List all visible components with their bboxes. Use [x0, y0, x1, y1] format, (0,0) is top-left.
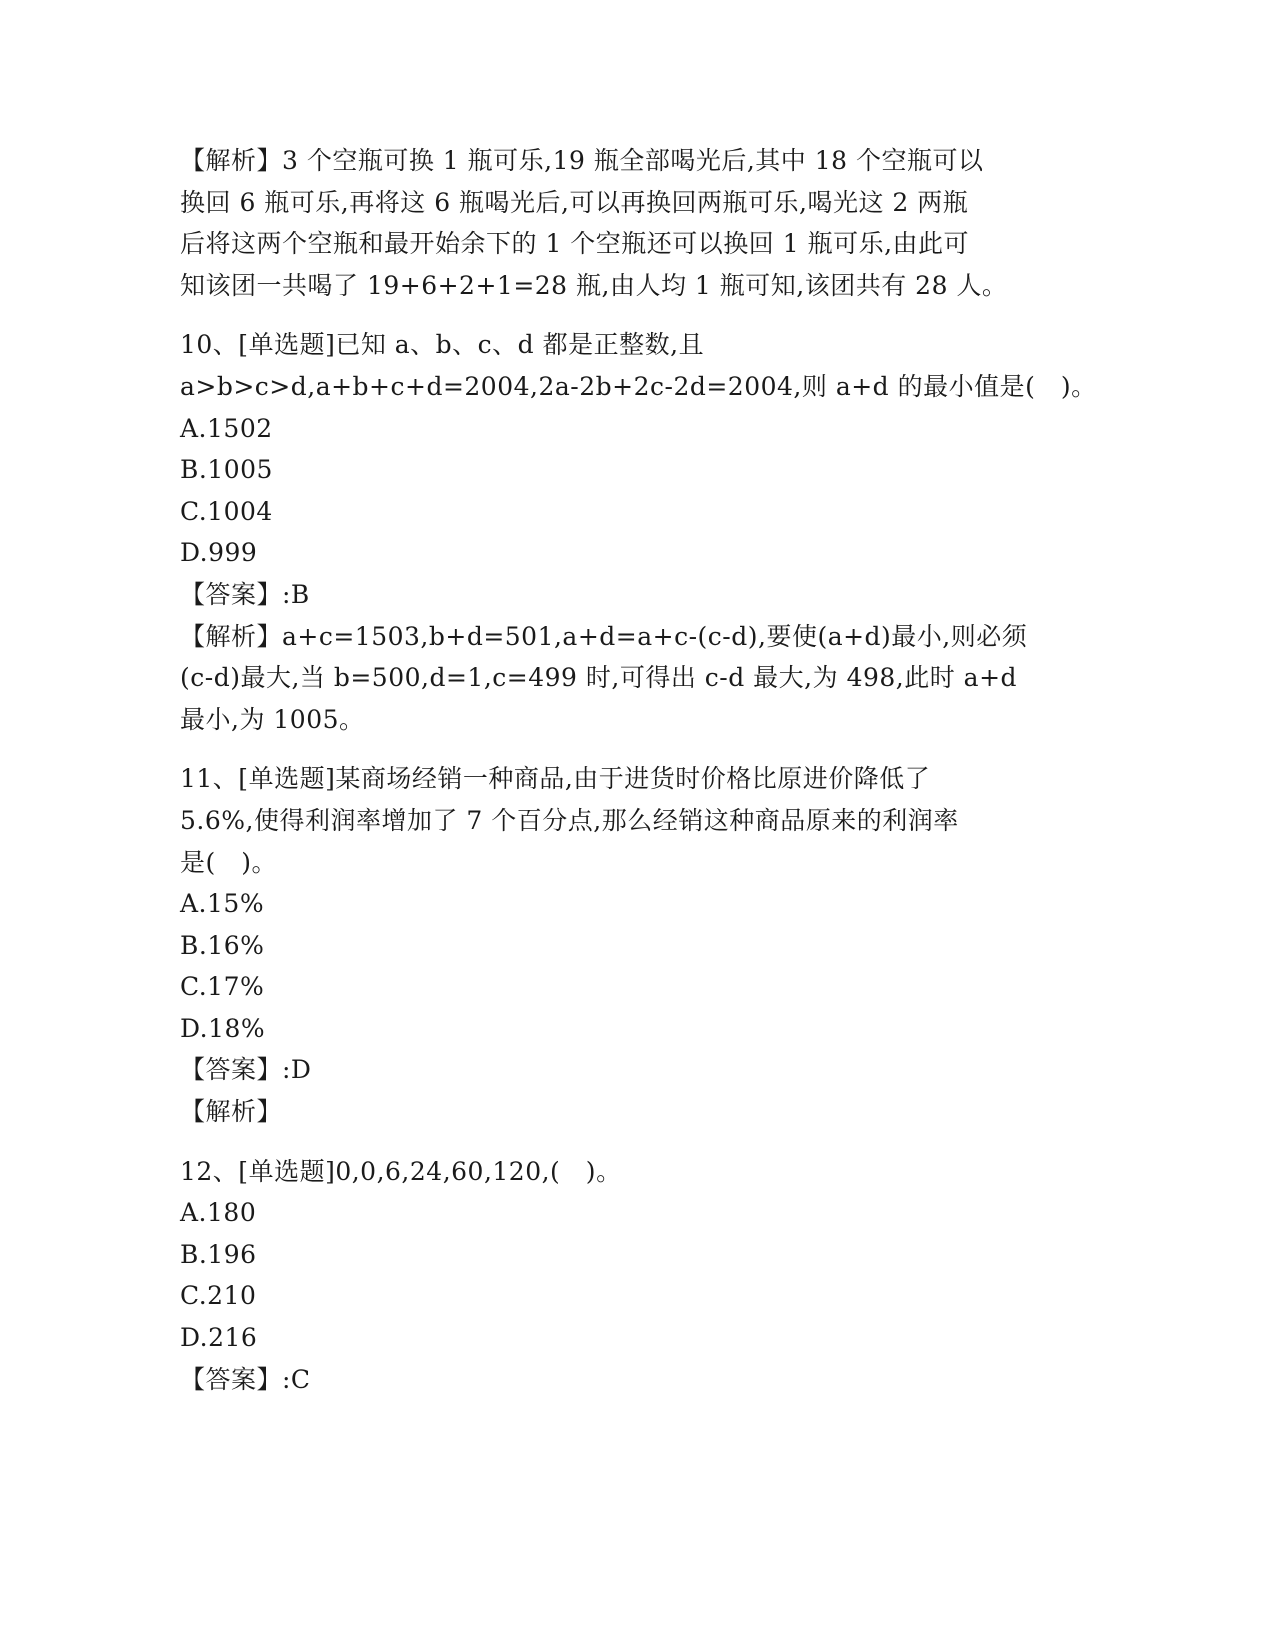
text-line: 换回 6 瓶可乐,再将这 6 瓶喝光后,可以再换回两瓶可乐,喝光这 2 两瓶	[180, 187, 969, 217]
option-a: A.15%	[180, 889, 265, 919]
option-a: A.180	[180, 1198, 257, 1228]
text-line: 知该团一共喝了 19+6+2+1=28 瓶,由人均 1 瓶可知,该团共有 28 人。	[180, 270, 1008, 300]
explanation: 【解析】a+c=1503,b+d=501,a+d=a+c-(c-d),要使(a+d)最小,则必须	[180, 621, 1028, 651]
question-stem: 10、[单选题]已知 a、b、c、d 都是正整数,且	[180, 330, 705, 360]
option-c: C.17%	[180, 972, 265, 1002]
answer: 【答案】:C	[180, 1364, 311, 1394]
question-stem: 5.6%,使得利润率增加了 7 个百分点,那么经销这种商品原来的利润率	[180, 805, 959, 835]
option-d: D.18%	[180, 1013, 266, 1043]
question-stem: 12、[单选题]0,0,6,24,60,120,( )。	[180, 1156, 622, 1186]
option-d: D.999	[180, 538, 258, 568]
explanation: 最小,为 1005。	[180, 704, 365, 734]
text-line: 【解析】3 个空瓶可换 1 瓶可乐,19 瓶全部喝光后,其中 18 个空瓶可以	[180, 146, 984, 175]
answer: 【答案】:D	[180, 1055, 312, 1085]
option-a: A.1502	[180, 413, 273, 443]
option-c: C.210	[180, 1281, 257, 1311]
option-c: C.1004	[180, 496, 273, 526]
option-b: B.196	[180, 1239, 257, 1269]
question-10	[180, 324, 1097, 740]
option-b: B.16%	[180, 930, 265, 960]
text-line: 后将这两个空瓶和最开始余下的 1 个空瓶还可以换回 1 瓶可乐,由此可	[180, 229, 970, 259]
spacer	[180, 740, 1040, 758]
answer: 【答案】:B	[180, 579, 310, 609]
option-b: B.1005	[180, 455, 273, 485]
document-page	[180, 140, 1097, 1400]
q9-explanation	[180, 140, 1040, 306]
explanation: (c-d)最大,当 b=500,d=1,c=499 时,可得出 c-d 最大,为 498,此时 a+d	[180, 663, 1018, 693]
question-11	[180, 758, 1040, 1132]
question-12	[180, 1151, 1040, 1401]
question-stem: a>b>c>d,a+b+c+d=2004,2a-2b+2c-2d=2004,则 a+d 的最小值是( )。	[180, 371, 1097, 401]
spacer	[180, 1133, 1040, 1151]
option-d: D.216	[180, 1323, 258, 1353]
spacer	[180, 306, 1040, 324]
question-stem: 是( )。	[180, 847, 278, 877]
explanation: 【解析】	[180, 1097, 283, 1127]
question-stem: 11、[单选题]某商场经销一种商品,由于进货时价格比原进价降低了	[180, 764, 931, 794]
